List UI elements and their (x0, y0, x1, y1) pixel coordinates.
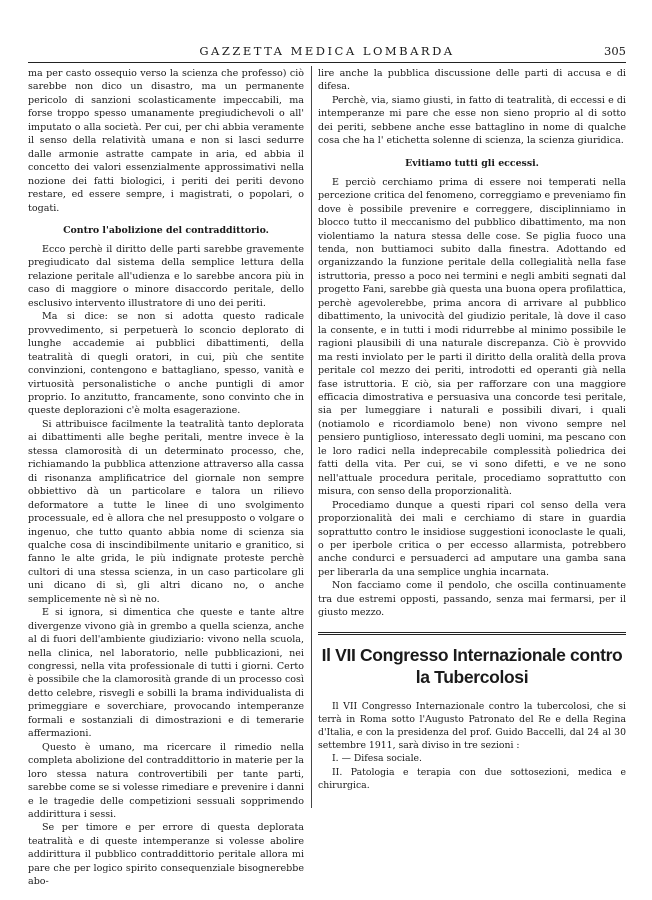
paragraph: Si attribuisce facilmente la teatralità tanto deplorata ai dibattimenti alle beghe peritali, mentre invece è la stessa clamorosità di un determinato processo, che, richiamando la pubblica attenzione attraverso alla cassa di risonanza amplificatrice del giornale non sempre obbiettivo dà un particolare e talora un rilievo deformatore a tutte le linee di uno svolgimento processuale, ed è allora che nel presupposto o volgare o ingenuo, che tutto quanto abbia nome di scienza sia qualche cosa di inscindibilmente unitario e granitico, si fanno le alte grida, le più indignate proteste perchè cultori di una stessa scienza, in un caso particolare gli uni dicano di sì, gli altri dicano no, o anche semplicemente nè sì nè no. (28, 418, 304, 605)
left-column (28, 67, 304, 889)
congress-paragraph: Il VII Congresso Internazionale contro la tubercolosi, che si terrà in Roma sotto l'Augusto Patronato del Re e della Regina d'Italia, e con la presidenza del prof. Guido Baccelli, dal 24 al 30 settembre 1911, sarà diviso in tre sezioni : (318, 700, 626, 752)
journal-title: GAZZETTA MEDICA LOMBARDA (199, 44, 455, 58)
section-heading-contraddittorio: Contro l'abolizione del contraddittorio. (63, 224, 269, 236)
continued-paragraph: lire anche la pubblica discussione delle parti di accusa e di difesa. (318, 68, 626, 93)
congress-section-1: I. — Difesa sociale. (332, 753, 422, 765)
paragraph: Ecco perchè il diritto delle parti sarebbe gravemente pregiudicato dal sistema della semplice lettura della relazione peritale all'udienza e lo sarebbe ancora più in caso di maggiore o minore disaccordo peritale, dello esclusivo intervento illustratore di uno dei periti. (28, 243, 304, 309)
congress-title: Il VII Congresso Internazionale contro la Tubercolosi (321, 644, 623, 687)
paragraph: Perchè, via, siamo giusti, in fatto di teatralità, di eccessi e di intemperanze mi pare che esse non sieno proprio al di sotto dei periti, sebbene anche esse battaglino in nome di qualche cosa che ha l' etichetta solenne di scienza, la scienza giuridica. (318, 94, 626, 147)
paragraph: Se per timore e per errore di questa deplorata teatralità e di queste intemperanze si volesse abolire addirittura il pubblico contraddittorio peritale allora mi pare che per logico spirito consequenziale bisognerebbe abo- (28, 822, 304, 888)
right-column (318, 67, 626, 792)
paragraph: Ma si dice: se non si adotta questo radicale provvedimento, si perpetuerà lo sconcio deplorato di lunghe accademie ai pubblici dibattimenti, della teatralità di quegli oratori, in cui, più che sentite convinzioni, contengono e battagliano, spesso, vanità e virtuosità personalistiche o anche puntigli di amor proprio. Io anzitutto, francamente, sono convinto che in queste deplorazioni c'è molta esagerazione. (28, 311, 304, 417)
paragraph: Procediamo dunque a questi ripari col senso della vera proporzionalità dei mali e cerchiamo di stare in guardia soprattutto contro le insidiose suggestioni iconoclaste le quali, o per iperbole critica o per eccesso allarmista, potrebbero anche condurci e persuaderci ad amputare una gamba sana per liberarla da una semplice unghia incarnata. (318, 499, 626, 578)
paragraph: Non facciamo come il pendolo, che oscilla continuamente tra due estremi opposti, passando, senza mai fermarsi, per il giusto mezzo. (318, 580, 626, 619)
column-divider (311, 66, 312, 808)
paragraph: Questo è umano, ma ricercare il rimedio nella completa abolizione del contraddittorio in materie per la loro stessa natura controvertibili per tante parti, sarebbe come se si volesse rimediare e prevenire i danni e le tragedie delle competizioni sessuali sopprimendo addirittura i sessi. (28, 741, 304, 821)
continued-paragraph: ma per casto ossequio verso la scienza che professo) ciò sarebbe non dico un disastro, ma un permanente pericolo di sanzioni scolasticamente impeccabili, ma forse troppo spesso umanamente pregiudichevoli o all' imputato o alla società. Per cui, per chi abbia veramente il senso della relatività umana e non si lasci sedurre dalle armonie astratte campate in aria, ed abbia il concetto dei valori essenzialmente approssimativi nella nozione dei fatti biologici, i periti dei periti devono restare, ed essere sempre, i magistrati, o popolari, o togati. (28, 68, 304, 214)
page-number: 305 (604, 44, 626, 58)
running-header (28, 44, 626, 63)
section-heading-eccessi: Evitiamo tutti gli eccessi. (405, 157, 539, 169)
paragraph: E perciò cerchiamo prima di essere noi temperati nella percezione critica del fenomeno, correggiamo e preveniamo fin dove è possibile prevenire e correggere, disciplinniamo in blocco tutto il meccanismo del pubblico dibattimento, ma non violentiamo la natura stessa delle cose. Se piglia fuoco una tenda, non buttiamoci subito dalla finestra. Adottando ed organizzando la funzione peritale della collegialità nella fase istruttoria, presso a poco nei termini e negli ambiti segnati dal progetto Fani, sarebbe già questa una buona opera profilattica, perchè agevolerebbe, prima ancora di arrivare al pubblico dibattimento, la univocità del giudizio peritale, là dove il caso la consente, e in tutti i modi ridurrebbe al minimo possibile le ragioni plausibili di una naturale discrepanza. Ciò è provvido ma resti inviolato per le parti il diritto della oralità della prova peritale col mezzo dei periti, introdotti ed operanti già nella fase istruttoria. E ciò, sia per rafforzare con una maggiore efficacia dimostrativa e persuasiva una concorde tesi peritale, sia per lumeggiare i naturali e possibili divari, i quali (notiamolo e ricordiamolo bene) non vivono sempre nel pensiero puntiglioso, interessato degli uomini, ma pescano con le loro radici nella indeprecabile complessità poliedrica dei fatti della vita. Per cui, se vi sono difetti, e ve ne sono nell'attuale procedura peritale, procediamo soprattutto con misura, con senso della proporzionalità. (318, 176, 626, 498)
paragraph: E si ignora, si dimentica che queste e tante altre divergenze vivono già in grembo a quella scienza, anche al di fuori dell'ambiente giudiziario: vivono nella scuola, nella clinica, nel laboratorio, nelle pubblicazioni, nei congressi, nella vita professionale di tutti i giorni. Certo è possibile che la clamorosità grande di un processo così detto celebre, risvegli e sobilli la brama individualista di primeggiare e soverchiare, provocando intemperanze formali e sostanziali di dimostrazioni e di temerarie affermazioni. (28, 607, 304, 740)
congress-section-2: II. Patologia e terapia con due sottosezioni, medica e chirurgica. (318, 766, 626, 791)
